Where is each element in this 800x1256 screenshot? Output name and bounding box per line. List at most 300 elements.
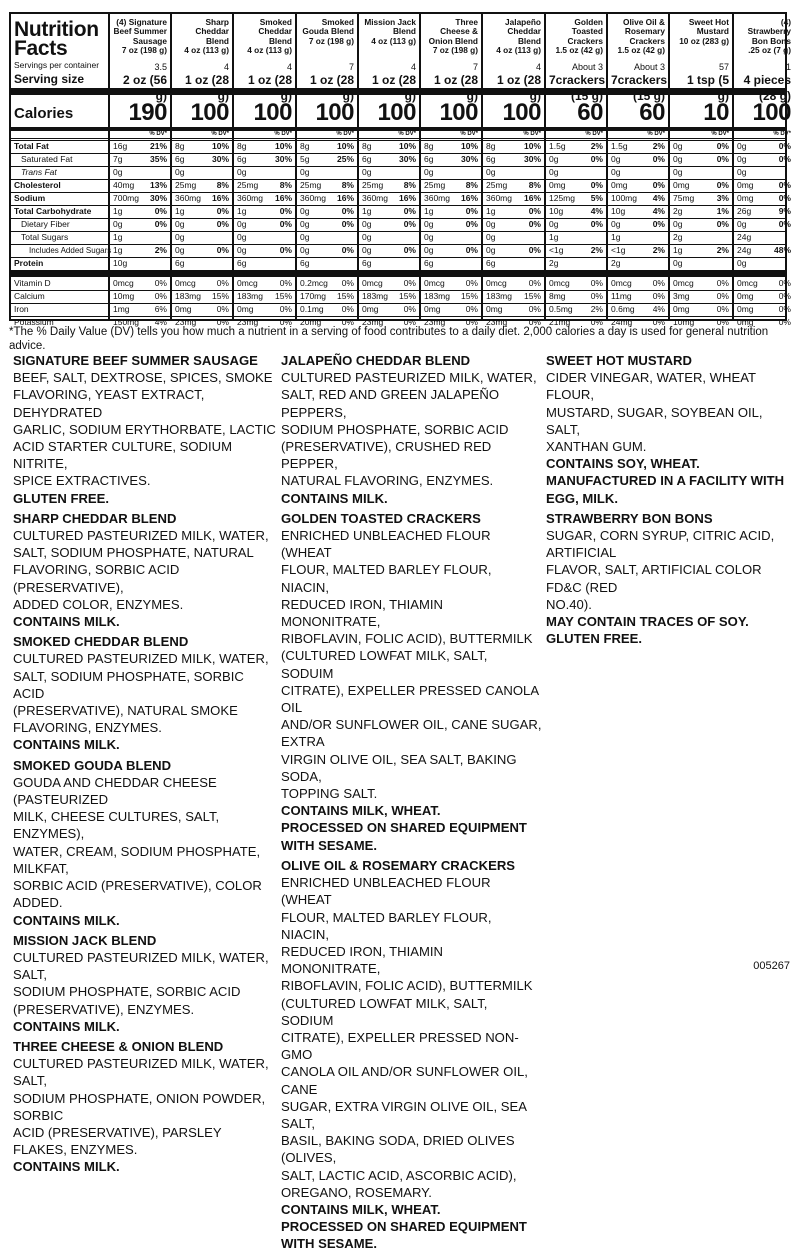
daily-value-header: % DV* bbox=[398, 131, 416, 137]
nutrient-amount: 0g bbox=[486, 245, 496, 255]
nutrient-daily-value: 16% bbox=[336, 193, 354, 203]
nutrient-daily-value: 0% bbox=[216, 304, 229, 314]
ingredient-heading: MISSION JACK BLEND bbox=[13, 932, 157, 948]
nutrient-daily-value: 0% bbox=[279, 206, 292, 216]
nutrient-daily-value: 10% bbox=[211, 141, 229, 151]
nutrient-daily-value: 16% bbox=[460, 193, 478, 203]
nutrient-daily-value: 0% bbox=[716, 278, 729, 288]
nutrient-daily-value: 0% bbox=[590, 219, 603, 229]
nutrient-amount: 6g bbox=[237, 258, 247, 268]
calories-value: 100 bbox=[502, 99, 541, 126]
nutrient-amount: 0mg bbox=[549, 180, 566, 190]
nutrient-daily-value: 16% bbox=[398, 193, 416, 203]
nutrient-label: Calcium bbox=[14, 291, 45, 301]
nutrient-daily-value: 0% bbox=[778, 180, 791, 190]
nutrient-daily-value: 10% bbox=[398, 141, 416, 151]
nutrient-amount: 170mg bbox=[300, 291, 326, 301]
ingredient-block bbox=[546, 510, 796, 648]
ingredients-column-1 bbox=[13, 352, 278, 1179]
product-column bbox=[668, 14, 732, 327]
nutrient-amount: 0mcg bbox=[362, 278, 383, 288]
serving-size-value: 7crackers (15 g) bbox=[549, 73, 606, 103]
allergen-statement: MAY CONTAIN TRACES OF SOY. GLUTEN FREE. bbox=[546, 614, 749, 647]
nutrient-daily-value: 0% bbox=[279, 304, 292, 314]
nutrient-daily-value: 0% bbox=[528, 245, 541, 255]
panel-title-line2: Facts bbox=[14, 37, 68, 60]
nutrient-amount: 0mg bbox=[362, 304, 379, 314]
nutrient-amount: 0g bbox=[424, 232, 434, 242]
nutrient-amount: 0g bbox=[549, 219, 559, 229]
serving-size-label: Serving size bbox=[14, 72, 85, 86]
nutrient-amount: 1.5g bbox=[611, 141, 628, 151]
ingredient-heading: STRAWBERRY BON BONS bbox=[546, 510, 713, 526]
nutrient-amount: 0mcg bbox=[737, 278, 758, 288]
allergen-statement: CONTAINS MILK, WHEAT. PROCESSED ON SHARED EQUIPMENT WITH SESAME. bbox=[281, 1201, 527, 1252]
product-name-text: Mission Jack Blend bbox=[364, 17, 416, 37]
serving-size-value: 1 oz (28 g) bbox=[309, 73, 354, 103]
ingredient-heading: SMOKED GOUDA BLEND bbox=[13, 757, 172, 773]
nutrient-label: Total Sugars bbox=[21, 232, 69, 242]
allergen-statement: CONTAINS MILK. bbox=[13, 614, 120, 630]
nutrient-amount: 0g bbox=[673, 141, 683, 151]
nutrient-amount: 40mg bbox=[113, 180, 135, 190]
nutrient-daily-value: 16% bbox=[211, 193, 229, 203]
allergen-statement: GLUTEN FREE. bbox=[13, 490, 110, 506]
nutrient-daily-value: 0% bbox=[778, 278, 791, 288]
nutrient-amount: 100mg bbox=[611, 193, 637, 203]
nutrient-daily-value: 2% bbox=[590, 304, 603, 314]
nutrient-amount: 0mg bbox=[737, 180, 754, 190]
product-column bbox=[606, 14, 668, 327]
servings-per-container-value: 4 bbox=[410, 62, 416, 72]
product-column bbox=[419, 14, 481, 327]
calories-label: Calories bbox=[14, 105, 74, 122]
nutrient-amount: 25mg bbox=[362, 180, 384, 190]
nutrient-daily-value: 35% bbox=[149, 154, 167, 164]
nutrient-daily-value: 0% bbox=[778, 317, 791, 327]
allergen-statement: CONTAINS MILK. bbox=[13, 737, 120, 753]
nutrient-daily-value: 21% bbox=[149, 141, 167, 151]
nutrient-daily-value: 0% bbox=[341, 219, 354, 229]
product-name-text: Sweet Hot Mustard bbox=[688, 17, 729, 37]
nutrient-amount: 6g bbox=[300, 258, 310, 268]
product-net-weight: 4 oz (113 g) bbox=[371, 35, 416, 46]
ingredient-heading: SIGNATURE BEEF SUMMER SAUSAGE bbox=[13, 353, 258, 368]
nutrient-daily-value: 0% bbox=[154, 206, 167, 216]
product-column bbox=[232, 14, 295, 327]
nutrient-daily-value: 0% bbox=[216, 219, 229, 229]
nutrient-amount: 8g bbox=[300, 141, 310, 151]
nutrient-label: Dietary Fiber bbox=[21, 219, 70, 229]
nutrient-amount: 360mg bbox=[424, 193, 450, 203]
nutrient-daily-value: 0% bbox=[216, 278, 229, 288]
nutrient-daily-value: 0% bbox=[341, 278, 354, 288]
nutrient-daily-value: 0% bbox=[778, 141, 791, 151]
nutrient-daily-value: 4% bbox=[652, 193, 665, 203]
nutrient-amount: 0g bbox=[673, 219, 683, 229]
nutrient-amount: 25mg bbox=[300, 180, 322, 190]
nutrient-label: Cholesterol bbox=[14, 180, 61, 190]
nutrient-amount: 0g bbox=[300, 219, 310, 229]
product-name-text: Golden Toasted Crackers bbox=[567, 17, 603, 46]
nutrient-amount: 150mg bbox=[113, 317, 139, 327]
nutrient-daily-value: 0% bbox=[652, 180, 665, 190]
nutrient-daily-value: 0% bbox=[716, 304, 729, 314]
serving-size-value: 2 oz (56 g) bbox=[122, 73, 167, 103]
nutrient-label: Potassium bbox=[14, 317, 54, 327]
nutrient-amount: 8g bbox=[237, 141, 247, 151]
ingredient-block bbox=[281, 510, 543, 854]
nutrient-amount: 10g bbox=[611, 206, 626, 216]
ingredient-block bbox=[13, 932, 278, 1035]
ingredient-list: ENRICHED UNBLEACHED FLOUR (WHEAT FLOUR, MALTED BARLEY FLOUR, NIACIN, REDUCED IRON, THIAMIN MONONITRATE, RIBOFLAVIN, FOLIC ACID), BUTTERMILK (CULTURED LOWFAT MILK, SALT, SODUIM CITRATE), EXPELLER PRESSED CANOLA OIL AND/OR SUNFLOWER OIL, CANE SUGAR, EXTRA VIRGIN OLIVE OIL, SEA SALT, BAKING SODA, TOPPING SALT. bbox=[281, 528, 542, 802]
servings-per-container-value: 57 bbox=[718, 62, 729, 72]
nutrient-amount: 0g bbox=[362, 245, 372, 255]
serving-size-value: 1 oz (28 g) bbox=[247, 73, 292, 103]
nutrient-amount: 23mg bbox=[362, 317, 384, 327]
product-net-weight: 4 oz (113 g) bbox=[184, 45, 229, 56]
ingredient-heading: SWEET HOT MUSTARD bbox=[546, 353, 692, 368]
nutrient-amount: 6g bbox=[237, 154, 247, 164]
servings-per-container-value: 1 bbox=[785, 62, 791, 72]
nutrient-daily-value: 0% bbox=[341, 317, 354, 327]
nutrient-daily-value: 0% bbox=[652, 278, 665, 288]
nutrient-daily-value: 4% bbox=[154, 317, 167, 327]
nutrient-daily-value: 0% bbox=[528, 219, 541, 229]
nutrient-amount: 0mcg bbox=[549, 278, 570, 288]
nutrient-daily-value: 0% bbox=[716, 317, 729, 327]
nutrient-amount: 0g bbox=[113, 219, 123, 229]
ingredient-heading: SHARP CHEDDAR BLEND bbox=[13, 510, 177, 526]
nutrient-amount: 183mg bbox=[486, 291, 512, 301]
nutrient-daily-value: 10% bbox=[460, 141, 478, 151]
product-net-weight: 4 oz (113 g) bbox=[496, 45, 541, 56]
nutrient-label: Vitamin D bbox=[14, 278, 51, 288]
nutrient-daily-value: 10% bbox=[523, 141, 541, 151]
nutrient-amount: 2g bbox=[673, 206, 683, 216]
nutrient-daily-value: 0% bbox=[403, 206, 416, 216]
nutrient-amount: 0g bbox=[175, 167, 185, 177]
ingredient-heading: SMOKED CHEDDAR BLEND bbox=[13, 634, 189, 650]
product-net-weight: 7 oz (198 g) bbox=[121, 45, 167, 56]
nutrient-amount: 1g bbox=[611, 232, 621, 242]
nutrient-amount: 0.5mg bbox=[549, 304, 573, 314]
ingredients-column-2 bbox=[281, 352, 543, 1256]
nutrient-amount: 183mg bbox=[424, 291, 450, 301]
nutrient-amount: 183mg bbox=[175, 291, 201, 301]
product-net-weight: 7 oz (198 g) bbox=[432, 45, 478, 56]
panel-title-line1: Nutrition bbox=[14, 18, 99, 41]
nutrient-daily-value: 16% bbox=[274, 193, 292, 203]
product-name-text: (4) Strawberry Bon Bons bbox=[747, 17, 791, 46]
nutrient-amount: 10g bbox=[549, 206, 564, 216]
nutrient-amount: 0g bbox=[424, 167, 434, 177]
nutrient-amount: 0mg bbox=[424, 304, 441, 314]
nutrient-amount: 5g bbox=[300, 154, 310, 164]
nutrient-daily-value: 0% bbox=[590, 291, 603, 301]
nutrient-daily-value: 4% bbox=[652, 304, 665, 314]
nutrient-amount: 700mg bbox=[113, 193, 139, 203]
serving-size-value: 1 oz (28 g) bbox=[184, 73, 229, 103]
nutrient-amount: 183mg bbox=[237, 291, 263, 301]
serving-size-value: 1 oz (28 g) bbox=[433, 73, 478, 103]
ingredient-block bbox=[13, 1038, 278, 1176]
nutrient-amount: 8g bbox=[424, 141, 434, 151]
nutrient-amount: 8g bbox=[486, 141, 496, 151]
nutrient-label: Protein bbox=[14, 258, 44, 268]
nutrient-daily-value: 0% bbox=[154, 291, 167, 301]
nutrient-amount: 0mg bbox=[673, 180, 690, 190]
ingredient-block bbox=[546, 352, 796, 507]
nutrient-amount: 23mg bbox=[237, 317, 259, 327]
daily-value-header: % DV* bbox=[523, 131, 541, 137]
product-name-text: Olive Oil & Rosemary Crackers bbox=[623, 17, 665, 46]
nutrient-daily-value: 8% bbox=[341, 180, 354, 190]
nutrient-amount: 0mg bbox=[737, 193, 754, 203]
product-column bbox=[295, 14, 357, 327]
product-name bbox=[737, 14, 791, 60]
nutrient-amount: 0mg bbox=[237, 304, 254, 314]
nutrient-amount: 1g bbox=[549, 232, 559, 242]
nutrient-amount: 0mg bbox=[673, 304, 690, 314]
serving-size-value: 7crackers (15 g) bbox=[611, 73, 668, 103]
daily-value-header: % DV* bbox=[274, 131, 292, 137]
product-name bbox=[300, 14, 354, 60]
ingredient-block bbox=[281, 352, 543, 507]
nutrient-amount: 0g bbox=[300, 206, 310, 216]
nutrient-amount: 1mg bbox=[113, 304, 130, 314]
nutrient-daily-value: 0% bbox=[652, 219, 665, 229]
nutrient-amount: 0.1mg bbox=[300, 304, 324, 314]
product-name-text: Smoked Cheddar Blend bbox=[258, 17, 292, 46]
product-column bbox=[170, 14, 232, 327]
nutrient-amount: 0g bbox=[611, 154, 621, 164]
nutrient-daily-value: 16% bbox=[523, 193, 541, 203]
nutrient-amount: 2g bbox=[673, 232, 683, 242]
ingredient-heading: THREE CHEESE & ONION BLEND bbox=[13, 1038, 224, 1054]
ingredient-block bbox=[13, 510, 278, 630]
calories-value: 60 bbox=[577, 99, 603, 126]
nutrient-amount: 0g bbox=[737, 167, 747, 177]
nutrient-daily-value: 0% bbox=[465, 317, 478, 327]
allergen-statement: CONTAINS MILK, WHEAT. PROCESSED ON SHARED EQUIPMENT WITH SESAME. bbox=[281, 803, 527, 853]
daily-value-header: % DV* bbox=[211, 131, 229, 137]
nutrient-label: Trans Fat bbox=[21, 167, 57, 177]
nutrient-daily-value: 8% bbox=[216, 180, 229, 190]
servings-per-container-value: 4 bbox=[223, 62, 229, 72]
nutrient-daily-value: 5% bbox=[590, 193, 603, 203]
serving-size-value: 1 tsp (5 g) bbox=[686, 73, 729, 103]
nutrient-daily-value: 15% bbox=[523, 291, 541, 301]
nutrient-amount: 0g bbox=[737, 154, 747, 164]
nutrient-daily-value: 0% bbox=[590, 317, 603, 327]
product-name bbox=[673, 14, 729, 60]
nutrient-daily-value: 8% bbox=[528, 180, 541, 190]
nutrient-amount: 0g bbox=[737, 258, 747, 268]
ingredient-list: CULTURED PASTEURIZED MILK, WATER, SALT, SODIUM PHOSPHATE, ONION POWDER, SORBIC ACID (PRESERVATIVE), PARSLEY FLAKES, ENZYMES. bbox=[13, 1056, 269, 1158]
nutrient-daily-value: 0% bbox=[341, 304, 354, 314]
nutrient-daily-value: 0% bbox=[590, 180, 603, 190]
product-column bbox=[481, 14, 544, 327]
product-name-text: Three Cheese & Onion Blend bbox=[428, 17, 478, 46]
ingredient-list: CULTURED PASTEURIZED MILK, WATER, SALT, RED AND GREEN JALAPEÑO PEPPERS, SODIUM PHOSPHATE, SORBIC ACID (PRESERVATIVE), CRUSHED RED PEPPER, NATURAL FLAVORING, ENZYMES. bbox=[281, 370, 537, 489]
nutrient-amount: 0g bbox=[737, 141, 747, 151]
nutrient-amount: 6g bbox=[362, 154, 372, 164]
nutrient-daily-value: 0% bbox=[154, 219, 167, 229]
nutrient-amount: 1g bbox=[113, 232, 123, 242]
product-net-weight: 1.5 oz (42 g) bbox=[555, 45, 603, 56]
nutrient-amount: 0g bbox=[362, 219, 372, 229]
servings-per-container-value: 3.5 bbox=[154, 62, 167, 72]
nutrient-amount: 0g bbox=[486, 167, 496, 177]
nutrient-amount: 1g bbox=[113, 206, 123, 216]
servings-per-container-value: 7 bbox=[472, 62, 478, 72]
nutrient-amount: 0g bbox=[113, 167, 123, 177]
ingredient-list: CULTURED PASTEURIZED MILK, WATER, SALT, SODIUM PHOSPHATE, SORBIC ACID (PRESERVATIVE), NATURAL SMOKE FLAVORING, ENZYMES. bbox=[13, 651, 269, 736]
nutrient-amount: <1g bbox=[611, 245, 626, 255]
nutrient-daily-value: 25% bbox=[336, 154, 354, 164]
nutrient-daily-value: 0% bbox=[403, 278, 416, 288]
ingredient-list: GOUDA AND CHEDDAR CHEESE (PASTEURIZED MILK, CHEESE CULTURES, SALT, ENZYMES), WATER, CREAM, SODIUM PHOSPHATE, MILKFAT, SORBIC ACID (PRESERVATIVE), COLOR ADDED. bbox=[13, 774, 262, 911]
servings-per-container-value: 7 bbox=[348, 62, 354, 72]
nutrient-daily-value: 30% bbox=[460, 154, 478, 164]
nutrient-amount: 25mg bbox=[175, 180, 197, 190]
product-net-weight: 10 oz (283 g) bbox=[679, 35, 729, 46]
nutrient-amount: 0g bbox=[549, 154, 559, 164]
daily-value-header: % DV* bbox=[460, 131, 478, 137]
nutrient-amount: 0g bbox=[673, 258, 683, 268]
nutrient-amount: 8g bbox=[362, 141, 372, 151]
ingredient-heading: JALAPEÑO CHEDDAR BLEND bbox=[281, 353, 471, 368]
nutrient-daily-value: 0% bbox=[590, 154, 603, 164]
nutrient-daily-value: 0% bbox=[279, 317, 292, 327]
nutrient-amount: 7g bbox=[113, 154, 123, 164]
nutrient-amount: 0g bbox=[673, 167, 683, 177]
product-name-text: Smoked Gouda Blend bbox=[302, 17, 354, 37]
product-net-weight: .25 oz (7 g) bbox=[748, 45, 791, 56]
nutrient-amount: 6g bbox=[486, 258, 496, 268]
nutrient-daily-value: 15% bbox=[211, 291, 229, 301]
nutrient-daily-value: 0% bbox=[279, 219, 292, 229]
nutrient-amount: 0g bbox=[486, 219, 496, 229]
product-name bbox=[237, 14, 292, 60]
nutrient-daily-value: 0% bbox=[279, 245, 292, 255]
nutrient-daily-value: 0% bbox=[465, 206, 478, 216]
nutrient-amount: 10g bbox=[113, 258, 128, 268]
nutrient-amount: 0mg bbox=[737, 317, 754, 327]
nutrient-amount: 0g bbox=[424, 219, 434, 229]
nutrition-facts-panel bbox=[9, 12, 791, 327]
allergen-statement: CONTAINS MILK. bbox=[13, 1159, 120, 1175]
nutrient-daily-value: 2% bbox=[590, 245, 603, 255]
nutrient-amount: 0g bbox=[300, 245, 310, 255]
nutrient-amount: 0mcg bbox=[113, 278, 134, 288]
nutrient-amount: 1g bbox=[486, 206, 496, 216]
allergen-statement: CONTAINS SOY, WHEAT. MANUFACTURED IN A FACILITY WITH EGG, MILK. bbox=[546, 456, 785, 506]
nutrient-label: Total Fat bbox=[14, 141, 49, 151]
ingredient-list: CIDER VINEGAR, WATER, WHEAT FLOUR, MUSTARD, SUGAR, SOYBEAN OIL, SALT, XANTHAN GUM. bbox=[546, 370, 763, 455]
calories-value: 100 bbox=[377, 99, 416, 126]
daily-value-header: % DV* bbox=[773, 131, 791, 137]
product-name-text: (4) Signature Beef Summer Sausage bbox=[113, 17, 167, 46]
daily-value-header: % DV* bbox=[149, 131, 167, 137]
nutrient-daily-value: 3% bbox=[716, 193, 729, 203]
nutrient-daily-value: 13% bbox=[149, 180, 167, 190]
nutrient-amount: 0mcg bbox=[175, 278, 196, 288]
ingredient-list: CULTURED PASTEURIZED MILK, WATER, SALT, SODIUM PHOSPHATE, NATURAL FLAVORING, SORBIC ACID (PRESERVATIVE), ADDED COLOR, ENZYMES. bbox=[13, 528, 269, 612]
nutrient-daily-value: 0% bbox=[216, 245, 229, 255]
nutrient-amount: 0mcg bbox=[486, 278, 507, 288]
nutrient-daily-value: 0% bbox=[778, 219, 791, 229]
nutrient-amount: 0g bbox=[237, 245, 247, 255]
nutrient-amount: 24mg bbox=[611, 317, 633, 327]
serving-size-value: 4 pieces (28 g) bbox=[743, 73, 791, 103]
nutrient-daily-value: 30% bbox=[523, 154, 541, 164]
nutrient-amount: 0g bbox=[362, 232, 372, 242]
servings-per-container-value: About 3 bbox=[571, 62, 603, 72]
nutrient-amount: 20mg bbox=[300, 317, 322, 327]
nutrient-amount: 25mg bbox=[486, 180, 508, 190]
nutrient-daily-value: 9% bbox=[778, 206, 791, 216]
nutrient-amount: 360mg bbox=[362, 193, 388, 203]
nutrient-amount: 0mg bbox=[486, 304, 503, 314]
nutrient-amount: 0mcg bbox=[611, 278, 632, 288]
nutrient-daily-value: 0% bbox=[216, 206, 229, 216]
nutrient-daily-value: 0% bbox=[778, 304, 791, 314]
calories-value: 100 bbox=[190, 99, 229, 126]
nutrient-daily-value: 0% bbox=[403, 219, 416, 229]
nutrient-daily-value: 0% bbox=[778, 291, 791, 301]
calories-value: 100 bbox=[752, 99, 791, 126]
product-column bbox=[108, 14, 170, 327]
nutrient-amount: 0mg bbox=[175, 304, 192, 314]
nutrient-daily-value: 15% bbox=[398, 291, 416, 301]
nutrient-label: Includes Added Sugars bbox=[29, 246, 112, 255]
nutrient-daily-value: 30% bbox=[149, 193, 167, 203]
nutrient-amount: 0g bbox=[611, 167, 621, 177]
ingredient-list: CULTURED PASTEURIZED MILK, WATER, SALT, SODIUM PHOSPHATE, SORBIC ACID (PRESERVATIVE), ENZYMES. bbox=[13, 949, 269, 1017]
product-name bbox=[113, 14, 167, 60]
nutrient-amount: 3mg bbox=[673, 291, 690, 301]
nutrient-daily-value: 0% bbox=[528, 304, 541, 314]
nutrient-daily-value: 0% bbox=[465, 219, 478, 229]
nutrient-daily-value: 0% bbox=[279, 278, 292, 288]
nutrient-daily-value: 0% bbox=[403, 245, 416, 255]
nutrient-amount: 1g bbox=[237, 206, 247, 216]
nutrient-daily-value: 0% bbox=[716, 154, 729, 164]
product-net-weight: 4 oz (113 g) bbox=[247, 45, 292, 56]
nutrient-amount: 0mcg bbox=[237, 278, 258, 288]
nutrient-daily-value: 30% bbox=[211, 154, 229, 164]
nutrient-daily-value: 0% bbox=[778, 193, 791, 203]
nutrient-amount: 0mcg bbox=[424, 278, 445, 288]
nutrient-label: Total Carbohydrate bbox=[14, 206, 92, 216]
nutrient-amount: 6g bbox=[486, 154, 496, 164]
nutrient-amount: 360mg bbox=[175, 193, 201, 203]
serving-size-value: 1 oz (28 g) bbox=[371, 73, 416, 103]
product-name-text: Sharp Cheddar Blend bbox=[195, 17, 229, 46]
nutrient-daily-value: 0% bbox=[341, 206, 354, 216]
nutrient-daily-value: 0% bbox=[465, 245, 478, 255]
ingredient-heading: GOLDEN TOASTED CRACKERS bbox=[281, 510, 481, 526]
calories-value: 100 bbox=[439, 99, 478, 126]
nutrient-amount: 1g bbox=[175, 206, 185, 216]
allergen-statement: CONTAINS MILK. bbox=[281, 490, 388, 506]
nutrient-amount: 25mg bbox=[237, 180, 259, 190]
product-column bbox=[357, 14, 419, 327]
nutrient-amount: 10mg bbox=[113, 291, 135, 301]
servings-per-container-value: 4 bbox=[535, 62, 541, 72]
